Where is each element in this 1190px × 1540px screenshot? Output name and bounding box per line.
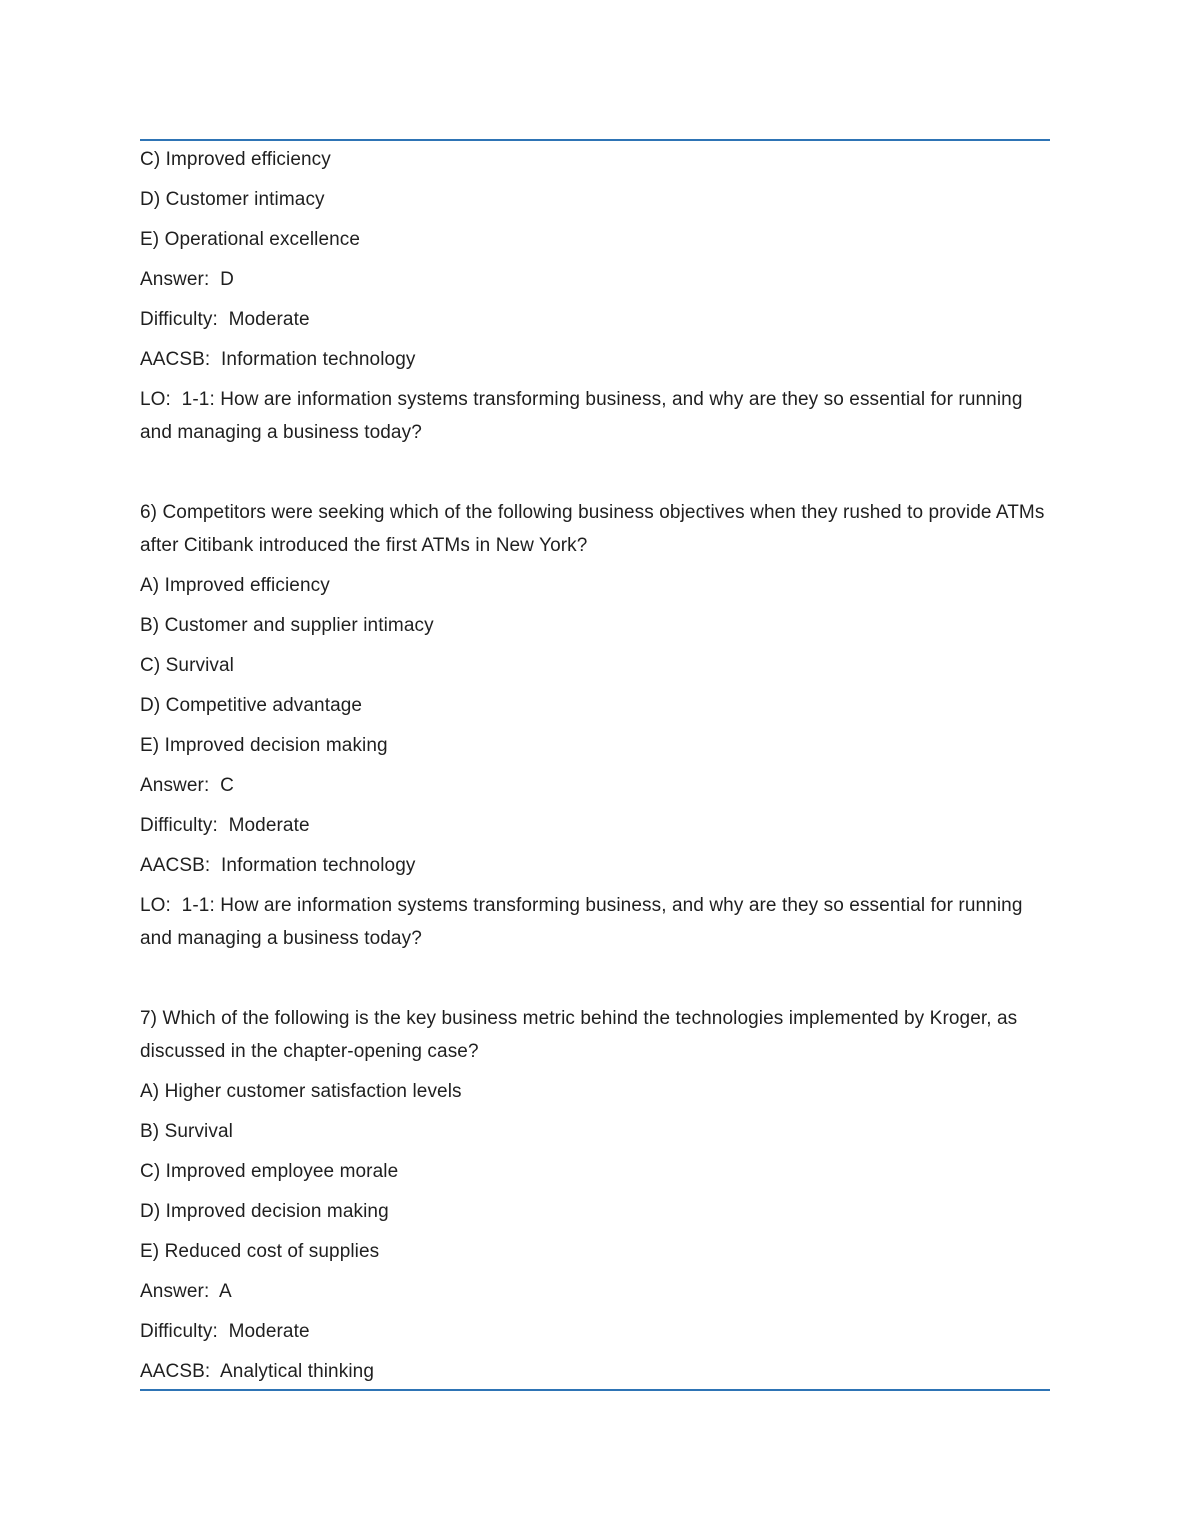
paragraph: 7) Which of the following is the key business metric behind the technologies implemented by Kroger, as discussed in the chapter-opening case? xyxy=(140,1008,1023,1062)
footer-separator-rule xyxy=(140,1389,1050,1391)
paragraph: Difficulty: Moderate xyxy=(140,1321,310,1342)
document-body xyxy=(140,143,1052,1395)
paragraph: D) Competitive advantage xyxy=(140,695,363,716)
blank-paragraph xyxy=(140,962,1052,995)
paragraph: AACSB: Information technology xyxy=(140,349,416,370)
paragraph: C) Improved efficiency xyxy=(140,149,331,170)
paragraph: LO: 1-1: How are information systems transforming business, and why are they so essential for running and managing a business today? xyxy=(140,389,1028,443)
paragraph: E) Reduced cost of supplies xyxy=(140,1241,380,1262)
paragraph: A) Improved efficiency xyxy=(140,575,330,596)
blank-paragraph xyxy=(140,456,1052,489)
paragraph: Answer: A xyxy=(140,1281,232,1302)
paragraph: Difficulty: Moderate xyxy=(140,815,310,836)
paragraph: Answer: D xyxy=(140,269,234,290)
paragraph: C) Improved employee morale xyxy=(140,1161,399,1182)
paragraph: B) Survival xyxy=(140,1121,233,1142)
paragraph: Difficulty: Moderate xyxy=(140,309,310,330)
paragraph: E) Improved decision making xyxy=(140,735,388,756)
paragraph: 6) Competitors were seeking which of the following business objectives when they rushed to provide ATMs after Citibank introduced the first ATMs in New York? xyxy=(140,502,1050,556)
paragraph: LO: 1-1: How are information systems transforming business, and why are they so essential for running and managing a business today? xyxy=(140,895,1028,949)
paragraph: B) Customer and supplier intimacy xyxy=(140,615,434,636)
paragraph: C) Survival xyxy=(140,655,235,676)
paragraph: E) Operational excellence xyxy=(140,229,361,250)
paragraph: Answer: C xyxy=(140,775,234,796)
paragraph: A) Higher customer satisfaction levels xyxy=(140,1081,462,1102)
paragraph: AACSB: Information technology xyxy=(140,855,416,876)
header-separator-rule xyxy=(140,139,1050,141)
paragraph: D) Customer intimacy xyxy=(140,189,325,210)
paragraph: D) Improved decision making xyxy=(140,1201,389,1222)
paragraph: AACSB: Analytical thinking xyxy=(140,1361,374,1382)
